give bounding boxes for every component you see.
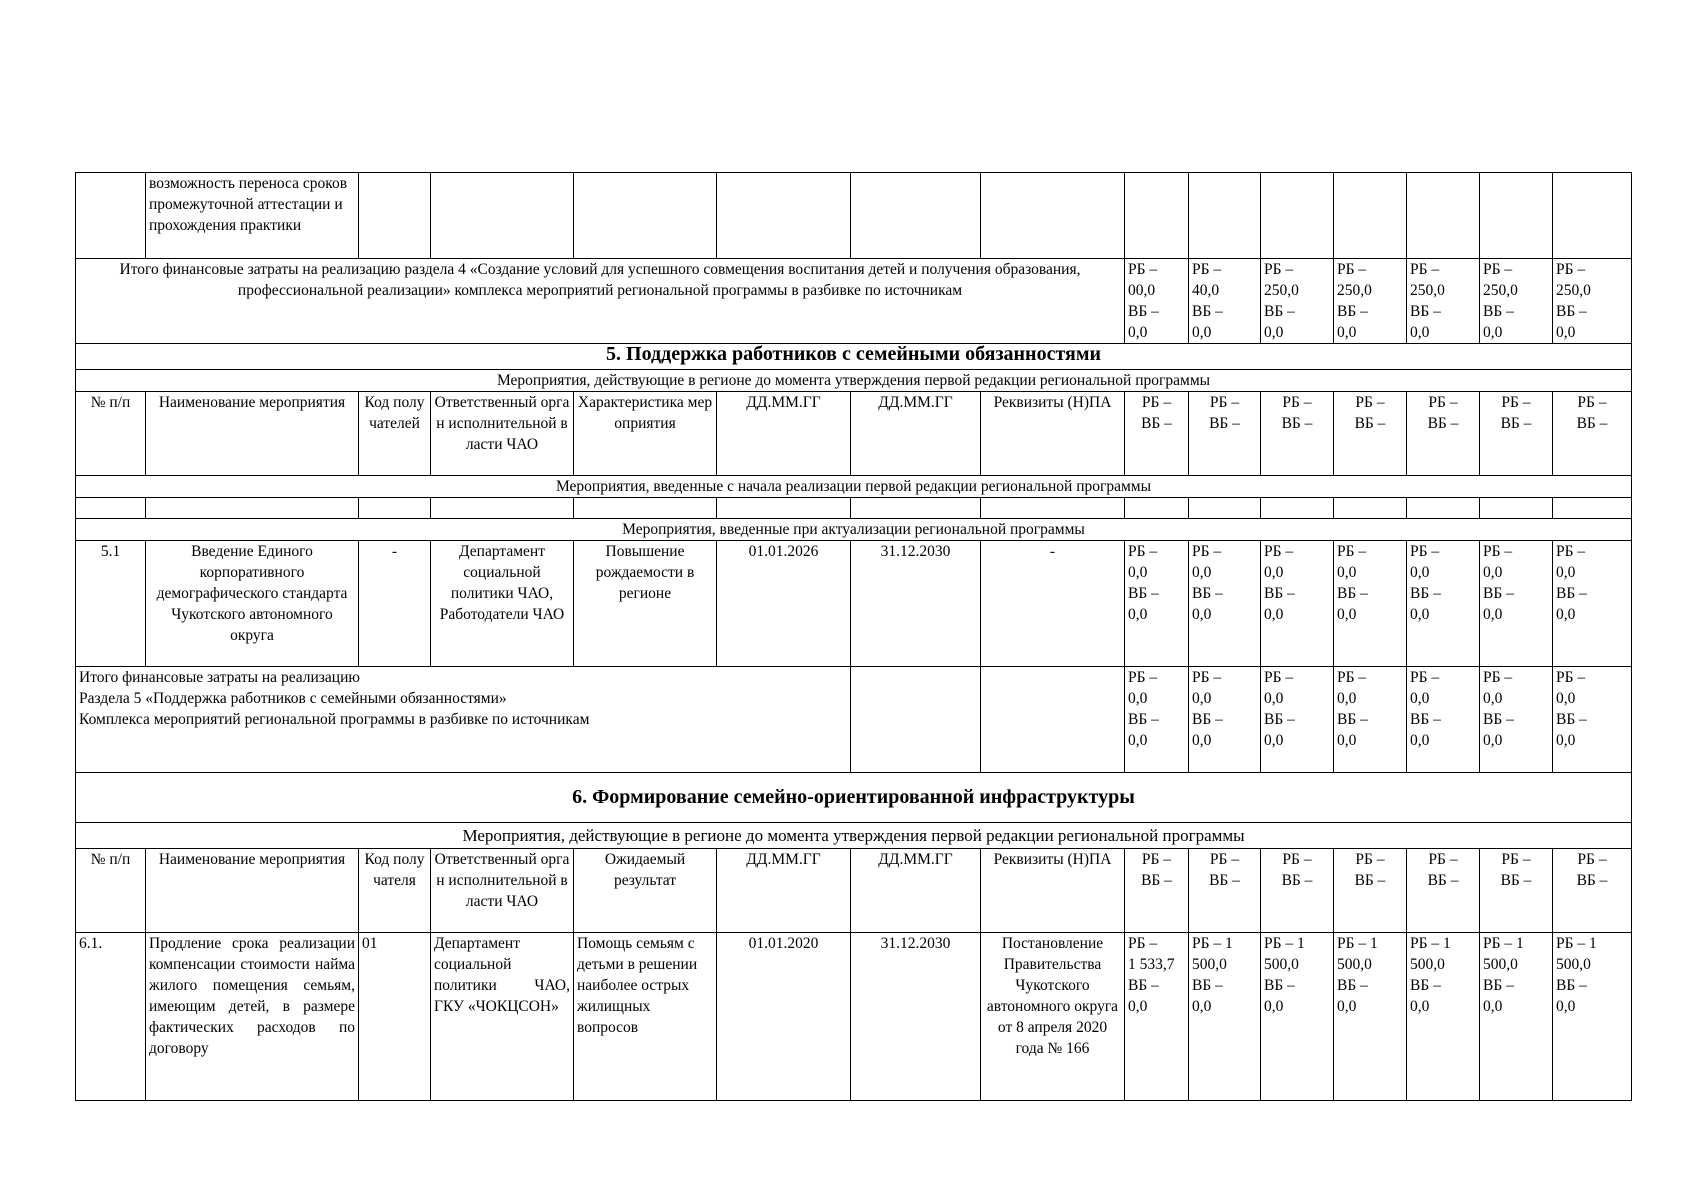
- row-date1: 01.01.2020: [717, 933, 851, 1101]
- total-label-line: Итого финансовые затраты на реализацию: [79, 669, 360, 686]
- fin-cell: РБ – 0,0 ВБ – 0,0: [1189, 667, 1261, 773]
- total-row-section5: [76, 667, 1632, 773]
- cell-fin: [1189, 173, 1261, 259]
- section5-sub-introduced: Мероприятия, введенные с начала реализации первой редакции региональной программы: [76, 476, 1632, 498]
- cell-code: [359, 173, 431, 259]
- section-title-row: [76, 344, 1632, 370]
- header-resp: Ответственный орган исполнительной власти ЧАО: [431, 849, 574, 933]
- section-title-row: [76, 773, 1632, 823]
- row-req: Постановление Правительства Чукотского автономного округа от 8 апреля 2020 года № 166: [981, 933, 1125, 1101]
- fin-cell: РБ – 40,0 ВБ – 0,0: [1189, 259, 1261, 344]
- header-req: Реквизиты (Н)ПА: [981, 849, 1125, 933]
- row-code: 01: [359, 933, 431, 1101]
- header-code: Код получателей: [359, 392, 431, 476]
- section6-sub-existing: Мероприятия, действующие в регионе до момента утверждения первой редакции региональной программы: [76, 823, 1632, 849]
- section5-title: 5. Поддержка работников с семейными обязанностями: [76, 344, 1632, 370]
- cell-fin: [1261, 173, 1334, 259]
- header-num: № п/п: [76, 849, 146, 933]
- table-row: [76, 541, 1632, 667]
- header-resp: Ответственный орган исполнительной власти ЧАО: [431, 392, 574, 476]
- fin-cell: РБ – 0,0 ВБ – 0,0: [1334, 541, 1407, 667]
- section5-sub-actualized: Мероприятия, введенные при актуализации региональной программы: [76, 519, 1632, 541]
- row-date2: 31.12.2030: [851, 541, 981, 667]
- header-fin: РБ – ВБ –: [1407, 392, 1480, 476]
- cell-req: [981, 173, 1125, 259]
- fin-cell: РБ – 0,0 ВБ – 0,0: [1189, 541, 1261, 667]
- fin-cell: РБ – 1 500,0 ВБ – 0,0: [1189, 933, 1261, 1101]
- fin-cell: РБ – 1 500,0 ВБ – 0,0: [1480, 933, 1553, 1101]
- subheader-row: [76, 823, 1632, 849]
- subheader-row: [76, 476, 1632, 498]
- total-label-line: Раздела 5 «Поддержка работников с семейными обязанностями»: [79, 690, 507, 707]
- fin-cell: РБ – 0,0 ВБ – 0,0: [1480, 541, 1553, 667]
- fin-cell: РБ – 1 500,0 ВБ – 0,0: [1334, 933, 1407, 1101]
- header-char: Характеристика мероприятия: [574, 392, 717, 476]
- table-row: [76, 173, 1632, 259]
- fin-cell: РБ – 0,0 ВБ – 0,0: [1125, 667, 1189, 773]
- header-date2: ДД.ММ.ГГ: [851, 849, 981, 933]
- fin-cell: РБ – 250,0 ВБ – 0,0: [1553, 259, 1632, 344]
- fin-cell: РБ – 250,0 ВБ – 0,0: [1480, 259, 1553, 344]
- row-resp: Департамент социальной политики ЧАО, ГКУ «ЧОКЦСОН»: [431, 933, 574, 1101]
- fin-cell: РБ – 1 500,0 ВБ – 0,0: [1261, 933, 1334, 1101]
- total-label: [76, 667, 851, 773]
- fin-cell: РБ – 0,0 ВБ – 0,0: [1553, 667, 1632, 773]
- cell-fin: [1334, 173, 1407, 259]
- header-fin: РБ – ВБ –: [1189, 849, 1261, 933]
- cell-num: [76, 173, 146, 259]
- header-date2: ДД.ММ.ГГ: [851, 392, 981, 476]
- total-row-section4: [76, 259, 1632, 344]
- header-row: [76, 849, 1632, 933]
- header-fin: РБ – ВБ –: [1553, 392, 1632, 476]
- header-fin: РБ – ВБ –: [1125, 392, 1189, 476]
- row-date2: 31.12.2030: [851, 933, 981, 1101]
- header-req: Реквизиты (Н)ПА: [981, 392, 1125, 476]
- cell-char: [574, 173, 717, 259]
- fin-cell: РБ – 00,0 ВБ – 0,0: [1125, 259, 1189, 344]
- cell-fin: [1407, 173, 1480, 259]
- fin-cell: РБ – 0,0 ВБ – 0,0: [1125, 541, 1189, 667]
- row-char: Помощь семьям с детьми в решении наиболее острых жилищных вопросов: [574, 933, 717, 1101]
- row-req: -: [981, 541, 1125, 667]
- header-fin: РБ – ВБ –: [1480, 392, 1553, 476]
- row-date1: 01.01.2026: [717, 541, 851, 667]
- header-fin: РБ – ВБ –: [1334, 392, 1407, 476]
- program-table: [75, 172, 1632, 1101]
- fin-cell: РБ – 0,0 ВБ – 0,0: [1407, 541, 1480, 667]
- header-fin: РБ – ВБ –: [1480, 849, 1553, 933]
- header-fin: РБ – ВБ –: [1261, 849, 1334, 933]
- row-char: Повышение рождаемости в регионе: [574, 541, 717, 667]
- row-name: Введение Единого корпоративного демографического стандарта Чукотского автономного округа: [146, 541, 359, 667]
- header-fin: РБ – ВБ –: [1407, 849, 1480, 933]
- fin-cell: РБ – 0,0 ВБ – 0,0: [1334, 667, 1407, 773]
- header-date1: ДД.ММ.ГГ: [717, 392, 851, 476]
- header-code: Код получателя: [359, 849, 431, 933]
- header-fin: РБ – ВБ –: [1261, 392, 1334, 476]
- row-code: -: [359, 541, 431, 667]
- header-char: Ожидаемый результат: [574, 849, 717, 933]
- cell-name: возможность переноса сроков промежуточной аттестации и прохождения практики: [146, 173, 359, 259]
- header-fin: РБ – ВБ –: [1334, 849, 1407, 933]
- header-fin: РБ – ВБ –: [1189, 392, 1261, 476]
- fin-cell: РБ – 0,0 ВБ – 0,0: [1553, 541, 1632, 667]
- subheader-row: [76, 519, 1632, 541]
- fin-cell: РБ – 1 533,7 ВБ – 0,0: [1125, 933, 1189, 1101]
- table-row: [76, 933, 1632, 1101]
- header-fin: РБ – ВБ –: [1125, 849, 1189, 933]
- fin-cell: РБ – 250,0 ВБ – 0,0: [1261, 259, 1334, 344]
- section5-sub-existing: Мероприятия, действующие в регионе до момента утверждения первой редакции региональной программы: [76, 370, 1632, 392]
- fin-cell: РБ – 0,0 ВБ – 0,0: [1261, 667, 1334, 773]
- row-num: 6.1.: [76, 933, 146, 1101]
- fin-cell: РБ – 250,0 ВБ – 0,0: [1334, 259, 1407, 344]
- empty-row: [76, 498, 1632, 519]
- row-num: 5.1: [76, 541, 146, 667]
- header-row: [76, 392, 1632, 476]
- cell-fin: [1125, 173, 1189, 259]
- cell-date2: [851, 173, 981, 259]
- fin-cell: РБ – 0,0 ВБ – 0,0: [1407, 667, 1480, 773]
- header-fin: РБ – ВБ –: [1553, 849, 1632, 933]
- header-num: № п/п: [76, 392, 146, 476]
- fin-cell: РБ – 1 500,0 ВБ – 0,0: [1553, 933, 1632, 1101]
- cell-fin: [1553, 173, 1632, 259]
- cell-resp: [431, 173, 574, 259]
- fin-cell: РБ – 0,0 ВБ – 0,0: [1480, 667, 1553, 773]
- header-name: Наименование мероприятия: [146, 392, 359, 476]
- fin-cell: РБ – 250,0 ВБ – 0,0: [1407, 259, 1480, 344]
- row-name: Продление срока реализации компенсации стоимости найма жилого помещения семьям, имеющим детей, в размере фактических расходов по договору: [146, 933, 359, 1101]
- header-date1: ДД.ММ.ГГ: [717, 849, 851, 933]
- total-label-line: Комплекса мероприятий региональной программы в разбивке по источникам: [79, 711, 590, 728]
- cell-fin: [1480, 173, 1553, 259]
- subheader-row: [76, 370, 1632, 392]
- section6-title: 6. Формирование семейно-ориентированной инфраструктуры: [76, 773, 1632, 823]
- fin-cell: РБ – 1 500,0 ВБ – 0,0: [1407, 933, 1480, 1101]
- row-resp: Департамент социальной политики ЧАО, Работодатели ЧАО: [431, 541, 574, 667]
- cell-date1: [717, 173, 851, 259]
- header-name: Наименование мероприятия: [146, 849, 359, 933]
- fin-cell: РБ – 0,0 ВБ – 0,0: [1261, 541, 1334, 667]
- total-label: Итого финансовые затраты на реализацию раздела 4 «Создание условий для успешного совмещения воспитания детей и получения образования, профессиональной реализации» комплекса мероприятий региональной программы в разбивке по источникам: [76, 259, 1125, 344]
